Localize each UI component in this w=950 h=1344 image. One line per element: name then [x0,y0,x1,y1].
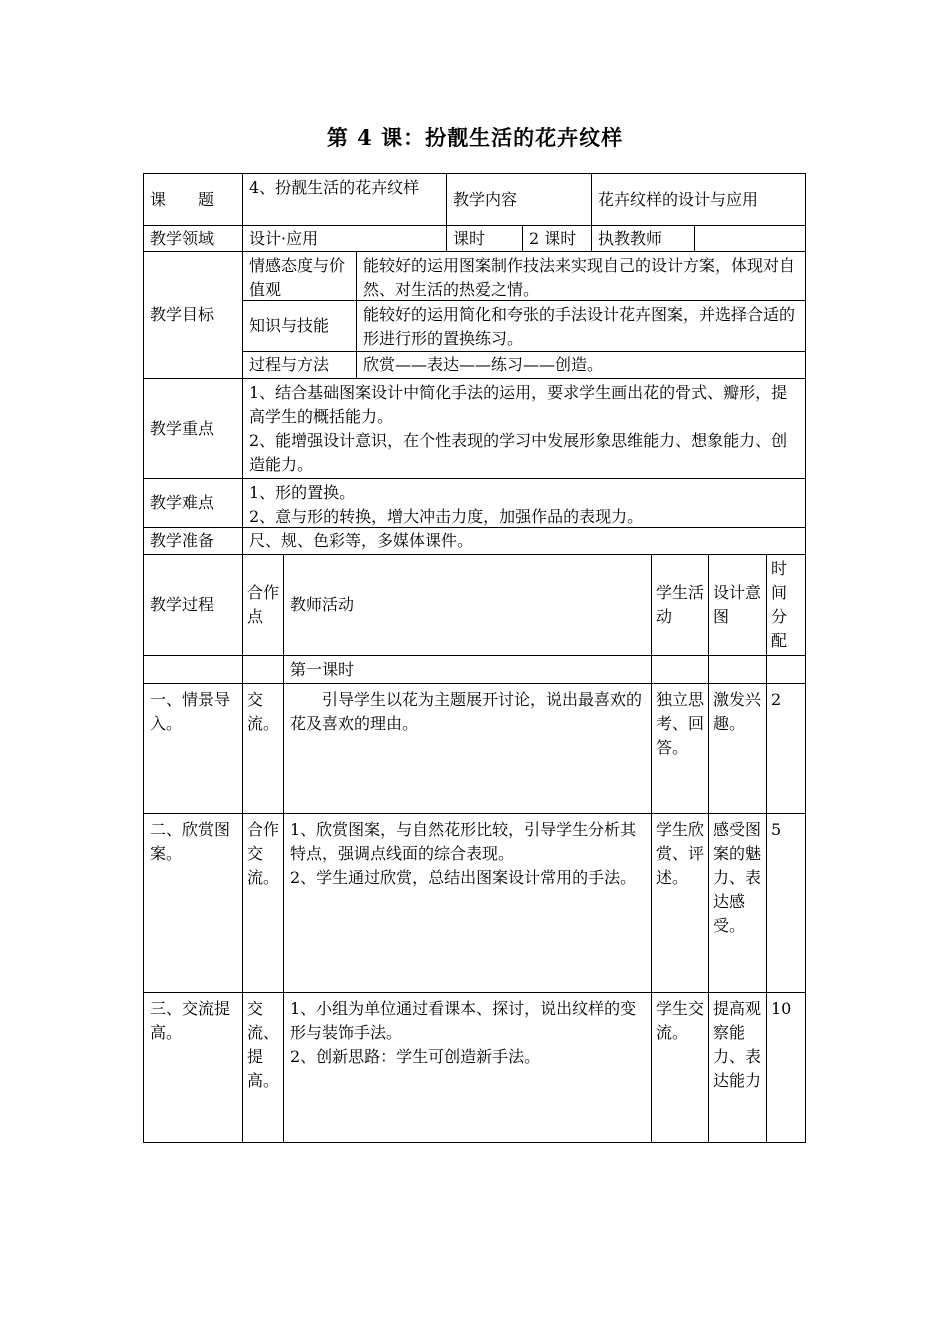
session-blank [242,655,284,684]
difficulty-line: 2、意与形的转换，增大冲击力度，加强作品的表现力。 [249,507,644,526]
content-value: 花卉纹样的设计与应用 [591,173,806,226]
step-stage: 三、交流提高。 [143,992,243,1143]
goal-text: 欣赏——表达——练习——创造。 [356,351,806,379]
preparation-value: 尺、规、色彩等，多媒体课件。 [242,527,806,555]
step-time: 2 [766,683,806,814]
student-activity-header: 学生活动 [651,554,709,656]
step-stage: 二、欣赏图案。 [143,813,243,993]
teacher-value [694,225,806,252]
topic-label: 课 题 [143,173,243,226]
session-blank [651,655,709,684]
goals-label: 教学目标 [143,251,243,379]
goal-name: 过程与方法 [242,351,357,379]
goal-name: 情感态度与价值观 [242,251,357,301]
teacher-activity-header: 教师活动 [283,554,652,656]
teacher-activity-line: 2、创新思路：学生可创造新手法。 [290,1047,541,1066]
page-title: 第 4 课：扮靓生活的花卉纹样 [326,125,624,150]
difficulties-content [242,478,806,528]
step-design-intent: 激发兴趣。 [708,683,767,814]
step-design-intent: 感受图案的魅力、表达感受。 [708,813,767,993]
difficulty-line: 1、形的置换。 [249,483,356,502]
teacher-activity-line: 1、欣赏图案，与自然花形比较，引导学生分析其特点，强调点线面的综合表现。 [290,820,637,863]
teacher-label: 执教教师 [591,225,695,252]
teacher-activity-line: 2、学生通过欣赏，总结出图案设计常用的手法。 [290,868,637,887]
step-teacher-activity [283,992,652,1143]
design-intent-header: 设计意图 [708,554,767,656]
hours-label: 课时 [446,225,523,252]
goal-text: 能较好的运用图案制作技法来实现自己的设计方案，体现对自然、对生活的热爱之情。 [356,251,806,301]
session-blank [708,655,767,684]
difficulties-label: 教学难点 [143,478,243,528]
goal-text: 能较好的运用简化和夸张的手法设计花卉图案，并选择合适的形进行形的置换练习。 [356,300,806,352]
teacher-activity-line: 1、小组为单位通过看课本、探讨，说出纹样的变形与装饰手法。 [290,999,637,1042]
step-time: 10 [766,992,806,1143]
step-student-activity: 学生交流。 [651,992,709,1143]
coop-header: 合作点 [242,554,284,656]
step-time: 5 [766,813,806,993]
hours-value: 2 课时 [522,225,592,252]
goal-name: 知识与技能 [242,300,357,352]
step-coop: 交流、提高。 [242,992,284,1143]
process-label: 教学过程 [143,554,243,656]
step-stage: 一、情景导入。 [143,683,243,814]
step-student-activity: 独立思考、回答。 [651,683,709,814]
domain-label: 教学领域 [143,225,243,252]
time-header: 时间分配 [766,554,806,656]
session-blank [766,655,806,684]
preparation-label: 教学准备 [143,527,243,555]
key-points-label: 教学重点 [143,378,243,479]
content-label: 教学内容 [446,173,592,226]
session-label: 第一课时 [283,655,652,684]
key-point-line: 1、结合基础图案设计中简化手法的运用，要求学生画出花的骨式、瓣形，提高学生的概括能力。 [249,383,788,426]
step-coop: 合作交流。 [242,813,284,993]
key-point-line: 2、能增强设计意识，在个性表现的学习中发展形象思维能力、想象能力、创造能力。 [249,431,788,474]
step-design-intent: 提高观察能力、表达能力 [708,992,767,1143]
step-teacher-activity [283,813,652,993]
step-coop: 交流。 [242,683,284,814]
session-blank [143,655,243,684]
topic-value: 4、扮靓生活的花卉纹样 [242,173,447,226]
step-teacher-activity: 引导学生以花为主题展开讨论，说出最喜欢的花及喜欢的理由。 [283,683,652,814]
key-points-content [242,378,806,479]
domain-value: 设计·应用 [242,225,447,252]
step-student-activity: 学生欣赏、评述。 [651,813,709,993]
